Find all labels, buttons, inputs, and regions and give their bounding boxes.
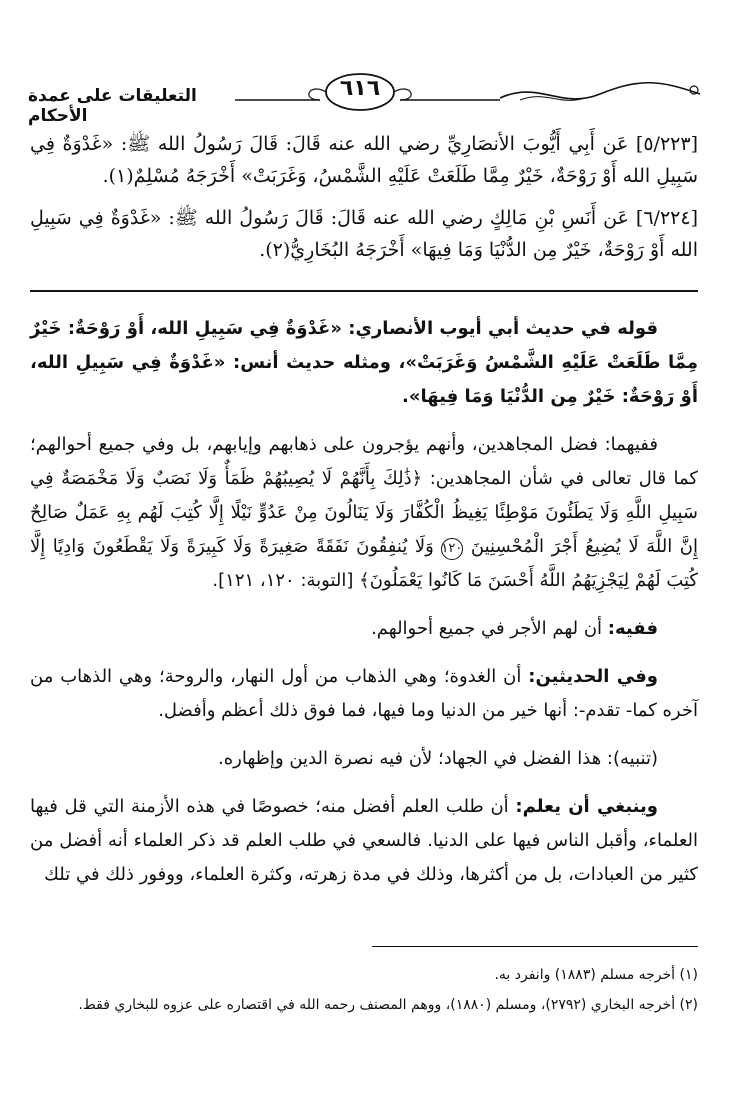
section-divider <box>30 290 698 292</box>
commentary-knowledge <box>30 790 698 892</box>
benefit-label: ففيه: <box>607 618 658 639</box>
commentary <box>30 312 698 906</box>
footnote-1: (١) أخرجه مسلم (١٨٨٣) وانفرد به. <box>494 967 698 983</box>
knowledge-text: أن طلب العلم أفضل منه؛ خصوصًا في هذه الأزمنة التي قل فيها العلماء، وأقبل الناس فيها على الدنيا. فالسعي في طلب العلم قد ذكر العلماء أنه أفضل من كثير من العبادات، بل من أكثرها، وذلك في مدة زهرته، وكثرة العلماء، ووفور ذلك في تلك <box>30 796 698 885</box>
footnote-2: (٢) أخرجه البخاري (٢٧٩٢)، ومسلم (١٨٨٠)، ووهم المصنف رحمه الله في اقتصاره على عزوه للبخاري فقط. <box>78 997 698 1013</box>
commentary-benefit <box>30 612 698 646</box>
commentary-note: (تنبيه): هذا الفضل في الجهاد؛ لأن فيه نصرة الدين وإظهاره. <box>217 748 658 769</box>
quran-verse-120: ﴿ذَٰلِكَ بِأَنَّهُمْ لَا يُصِيبُهُمْ ظَمَأٌ وَلَا نَصَبٌ وَلَا مَخْمَصَةٌ فِي سَبِيلِ اللَّهِ وَلَا يَطَئُونَ مَوْطِئًا يَغِيظُ الْكُفَّارَ وَلَا يَنَالُونَ مِنْ عَدُوٍّ نَيْلًا إِلَّا كُتِبَ لَهُم بِهِ عَمَلٌ صَالِحٌ إِنَّ اللَّهَ لَا يُضِيعُ أَجْرَ الْمُحْسِنِينَ <box>30 468 698 557</box>
hadith-1: [٥/٢٢٣] عَن أَبِي أَيُّوبَ الأنصَارِيِّ رضي الله عنه قَالَ: قَالَ رَسُولُ الله ﷺ: «غَدْوَةٌ فِي سَبِيلِ الله أَوْ رَوْحَةٌ، خَيْرٌ مِمَّا طَلَعَتْ عَلَيْهِ الشَّمْسُ، وَغَرَبَتْ» أَخْرَجَهُ مُسْلِمٌ(١). <box>30 133 698 187</box>
quran-verse-121: وَلَا يُنفِقُونَ نَفَقَةً صَغِيرَةً وَلَا كَبِيرَةً وَلَا يَقْطَعُونَ وَادِيًا إِلَّا كُتِبَ لَهُمْ لِيَجْزِيَهُمُ اللَّهُ أَحْسَنَ مَا كَانُوا يَعْمَلُونَ﴾ <box>30 536 698 591</box>
page-number: ٦١٦ <box>339 76 381 101</box>
verse-lead: ففيهما: فضل المجاهدين، وأنهم يؤجرون على ذهابهم وإيابهم، بل وفي جميع أحوالهم؛ كما قال تعالى في شأن المجاهدين: <box>30 434 698 489</box>
knowledge-label: وينبغي أن يعلم: <box>515 796 658 817</box>
commentary-verse-paragraph <box>30 428 698 598</box>
hadith-2: [٦/٢٢٤] عَن أَنَسِ بْنِ مَالِكٍ رضي الله عنه قَالَ: قَالَ رَسُولُ الله ﷺ: «غَدْوَةٌ فِي سَبِيلِ الله أَوْ رَوْحَةٌ، خَيْرٌ مِن الدُّنْيَا وَمَا فِيهَا» أَخْرَجَهُ البُخَارِيُّ(٢). <box>30 207 698 261</box>
commentary-two-hadiths <box>30 660 698 728</box>
two-hadiths-label: وفي الحديثين: <box>528 666 658 687</box>
two-hadiths-text: أن الغدوة؛ وهي الذهاب من أول النهار، والروحة؛ وهي الذهاب من آخره كما- تقدم-: أنها خير من الدنيا وما فيها، فما فوق ذلك أعظم وأفضل. <box>30 666 698 721</box>
ayah-number-marker: ١٢٠ <box>441 538 463 560</box>
commentary-intro: قوله في حديث أبي أيوب الأنصاري: «غَدْوَةٌ فِي سَبِيلِ الله، أَوْ رَوْحَةٌ: خَيْرٌ مِمَّا طَلَعَتْ عَلَيْهِ الشَّمْسُ وَغَرَبَتْ»، ومثله حديث أنس: «غَدْوَةٌ فِي سَبِيلِ الله، أَوْ رَوْحَةٌ: خَيْرٌ مِن الدُّنْيَا وَمَا فِيهَا». <box>30 318 698 407</box>
footnote-rule <box>372 946 698 947</box>
footnotes <box>30 960 698 1020</box>
hadith-block <box>30 128 698 276</box>
running-title: التعليقات على عمدة الأحكام <box>28 86 197 126</box>
verse-reference: [التوبة: ١٢٠، ١٢١]. <box>212 570 354 591</box>
benefit-text: أن لهم الأجر في جميع أحوالهم. <box>371 618 603 639</box>
